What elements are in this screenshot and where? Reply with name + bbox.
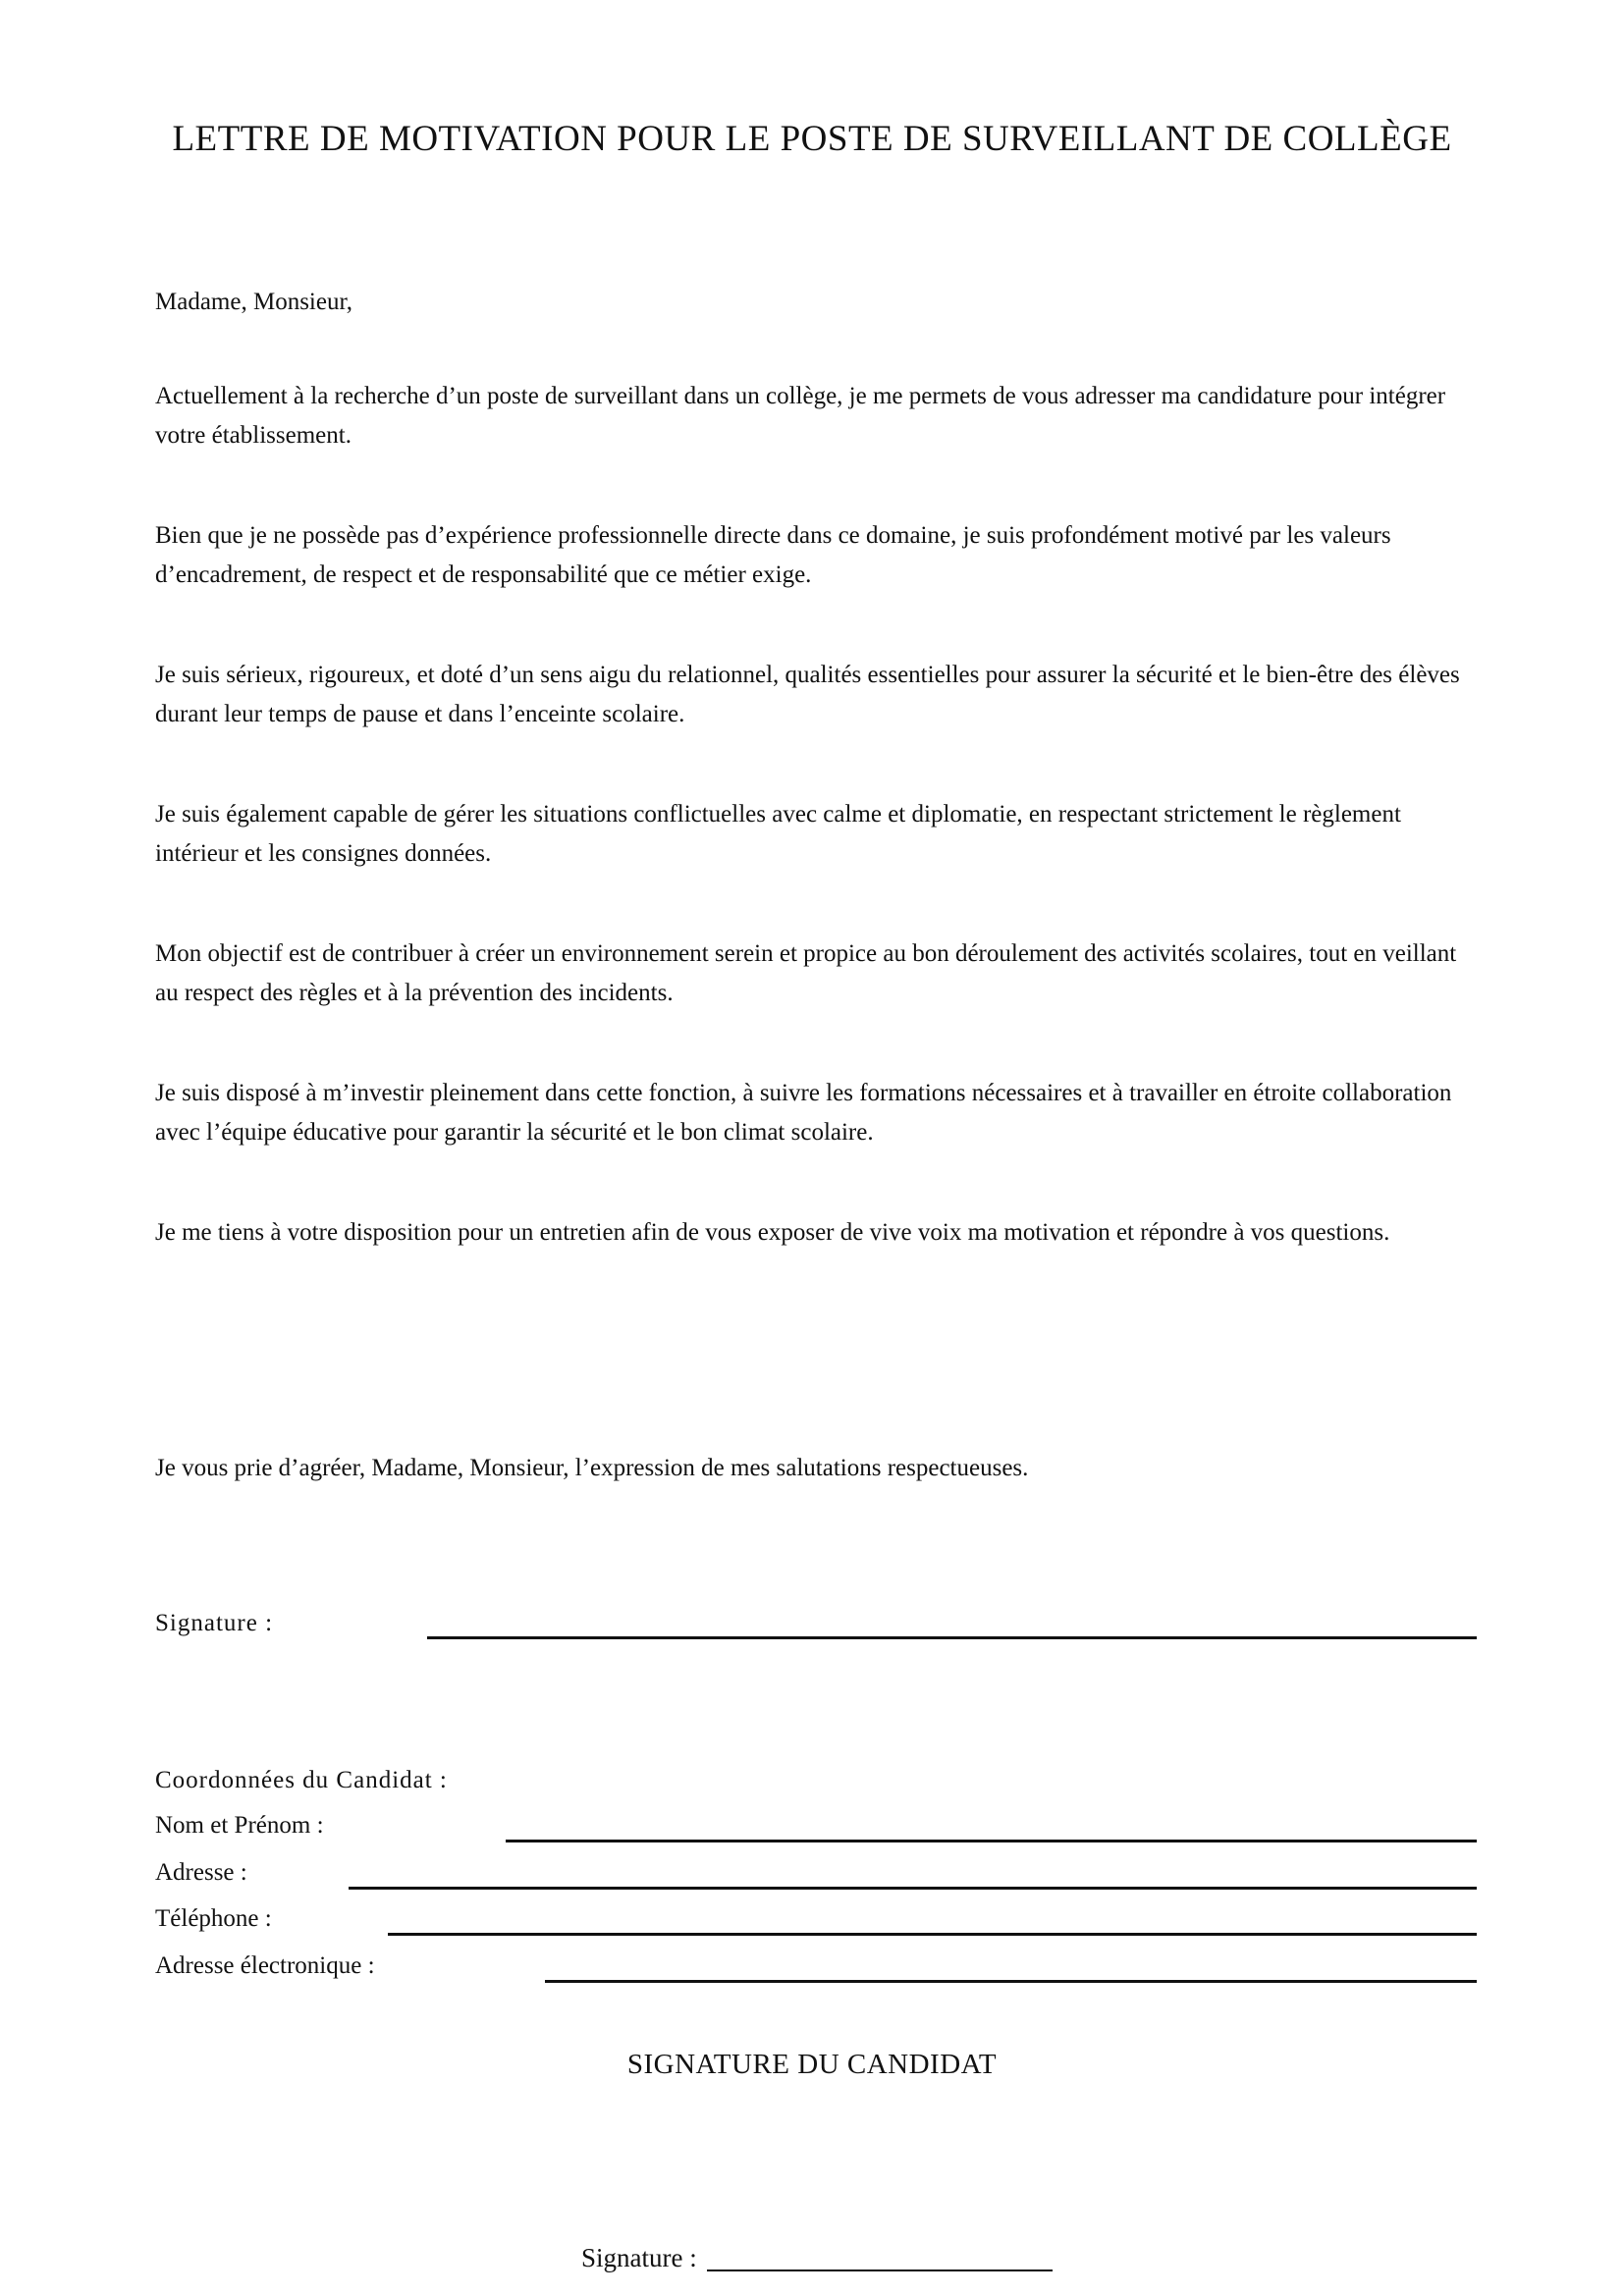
final-signature-label: Signature : <box>581 2243 697 2272</box>
candidate-signature-title: SIGNATURE DU CANDIDAT <box>626 2049 998 2080</box>
address-label: Adresse : <box>155 1859 247 1886</box>
email-line[interactable] <box>545 1980 1477 1983</box>
paragraph-3: Je suis sérieux, rigoureux, et doté d’un sens aigu du relationnel, qualités essentielles pour assurer la sécurité et le bien-être des élèves durant leur temps de pause et dans l’enceinte scolaire. <box>155 662 1460 727</box>
closing-formula: Je vous prie d’agréer, Madame, Monsieur, l’expression de mes salutations respectueuses. <box>155 1455 1029 1481</box>
signature-label: Signature : <box>155 1610 274 1636</box>
paragraph-2: Bien que je ne possède pas d’expérience professionnelle directe dans ce domaine, je suis profondément motivé par les valeurs d’encadrement, de respect et de responsabilité que ce métier exige. <box>155 522 1391 588</box>
email-label: Adresse électronique : <box>155 1952 375 1979</box>
address-line[interactable] <box>349 1887 1477 1890</box>
contact-heading: Coordonnées du Candidat : <box>155 1767 448 1793</box>
final-signature-line[interactable] <box>707 2269 1053 2271</box>
name-line[interactable] <box>506 1840 1477 1842</box>
paragraph-1: Actuellement à la recherche d’un poste de surveillant dans un collège, je me permets de vous adresser ma candidature pour intégrer votre établissement. <box>155 383 1446 449</box>
letter-title: LETTRE DE MOTIVATION POUR LE POSTE DE SURVEILLANT DE COLLÈGE <box>172 119 1452 159</box>
paragraph-7: Je me tiens à votre disposition pour un entretien afin de vous exposer de vive voix ma motivation et répondre à vos questions. <box>155 1219 1390 1246</box>
phone-label: Téléphone : <box>155 1905 272 1932</box>
name-label: Nom et Prénom : <box>155 1812 324 1839</box>
paragraph-5: Mon objectif est de contribuer à créer un environnement serein et propice au bon déroulement des activités scolaires, tout en veillant au respect des règles et à la prévention des incidents. <box>155 940 1457 1006</box>
signature-line[interactable] <box>427 1636 1477 1639</box>
paragraph-6: Je suis disposé à m’investir pleinement dans cette fonction, à suivre les formations nécessaires et à travailler en étroite collaboration avec l’équipe éducative pour garantir la sécurité et le bon climat scolaire. <box>155 1080 1452 1146</box>
salutation: Madame, Monsieur, <box>155 289 353 315</box>
phone-line[interactable] <box>388 1933 1477 1936</box>
paragraph-4: Je suis également capable de gérer les situations conflictuelles avec calme et diplomatie, en respectant strictement le règlement intérieur et les consignes données. <box>155 801 1401 867</box>
